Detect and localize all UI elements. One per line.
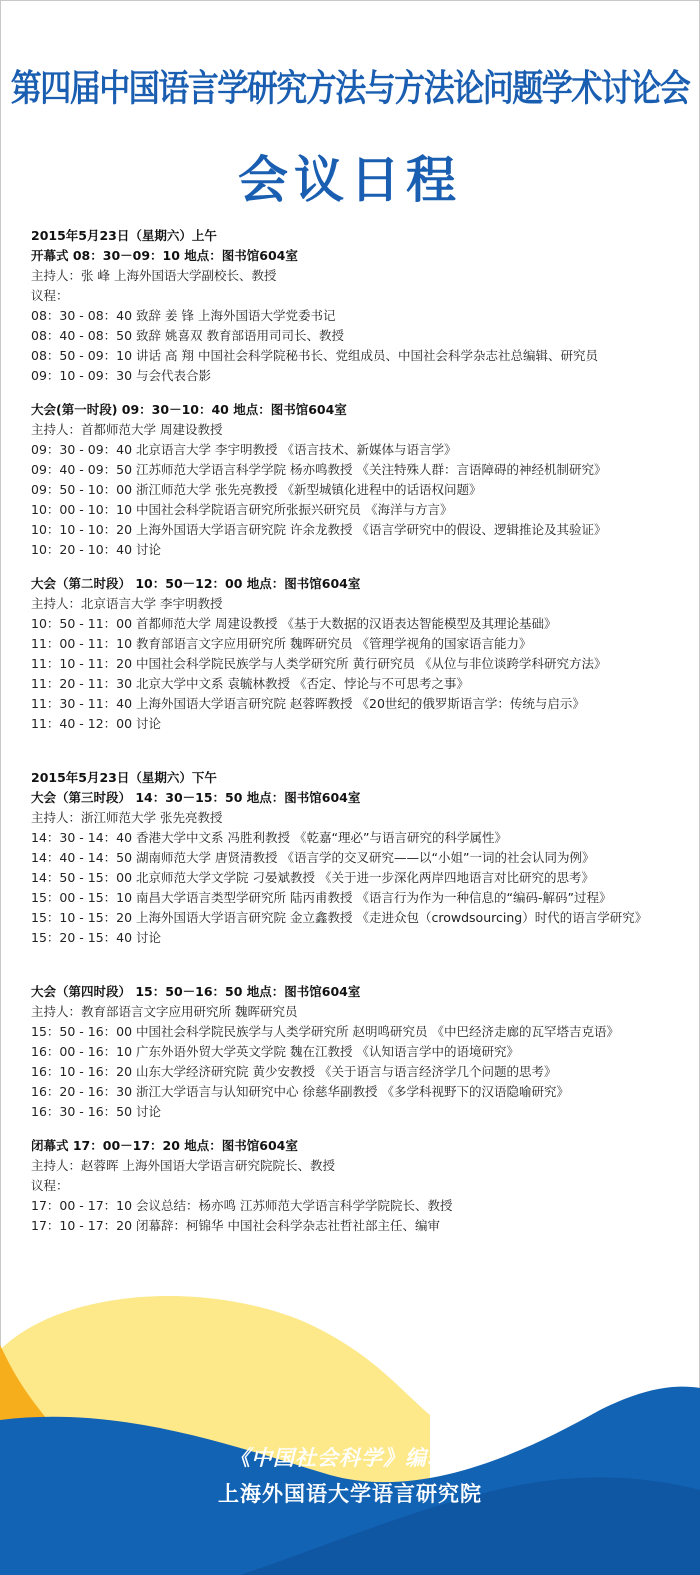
- schedule-item: 14：30 - 14：40 香港大学中文系 冯胜利教授 《乾嘉“理必”与语言研究的科学属性》: [31, 830, 507, 845]
- schedule-item: 17：10 - 17：20 闭幕辞：柯锦华 中国社会科学杂志社哲社部主任、编审: [31, 1218, 441, 1233]
- agenda-label: 议程：: [31, 288, 69, 303]
- host-line: 主持人：赵蓉晖 上海外国语大学语言研究院院长、教授: [31, 1158, 335, 1173]
- schedule-item: 09：40 - 09：50 江苏师范大学语言科学学院 杨亦鸣教授 《关注特殊人群：言语障碍的神经机制研究》: [31, 462, 607, 477]
- section-session-1: [31, 400, 681, 560]
- session-header: 开幕式 08：30－09：10 地点：图书馆604室: [31, 248, 298, 263]
- session-header: 闭幕式 17：00－17：20 地点：图书馆604室: [31, 1138, 298, 1153]
- schedule-item: 08：40 - 08：50 致辞 姚喜双 教育部语用司司长、教授: [31, 328, 345, 343]
- schedule-item: 11：30 - 11：40 上海外国语大学语言研究院 赵蓉晖教授 《20世纪的俄罗斯语言学：传统与启示》: [31, 696, 585, 711]
- schedule-item: 10：00 - 10：10 中国社会科学院语言研究所张振兴研究员 《海洋与方言》: [31, 502, 453, 517]
- session-header: 大会（第四时段） 15：50－16：50 地点：图书馆604室: [31, 984, 361, 999]
- schedule-item: 15：10 - 15：20 上海外国语大学语言研究院 金立鑫教授 《走进众包（crowdsourcing）时代的语言学研究》: [31, 910, 648, 925]
- organizer-journal: 《中国社会科学》编辑部: [229, 1445, 471, 1470]
- schedule-item: 09：50 - 10：00 浙江师范大学 张先亮教授 《新型城镇化进程中的话语权问题》: [31, 482, 482, 497]
- host-line: 主持人：首都师范大学 周建设教授: [31, 422, 223, 437]
- schedule-item: 17：00 - 17：10 会议总结：杨亦鸣 江苏师范大学语言科学学院院长、教授: [31, 1198, 453, 1213]
- schedule-item: 15：00 - 15：10 南昌大学语言类型学研究所 陆丙甫教授 《语言行为作为一种信息的“编码-解码”过程》: [31, 890, 612, 905]
- schedule-item: 14：50 - 15：00 北京师范大学文学院 刁晏斌教授 《关于进一步深化两岸四地语言对比研究的思考》: [31, 870, 595, 885]
- section-session-2: [31, 574, 681, 734]
- section-opening: [31, 226, 681, 386]
- schedule-item: 10：10 - 10：20 上海外国语大学语言研究院 许余龙教授 《语言学研究中的假设、逻辑推论及其验证》: [31, 522, 607, 537]
- date-line: 2015年5月23日（星期六）下午: [31, 770, 217, 785]
- schedule-item: 11：10 - 11：20 中国社会科学院民族学与人类学研究所 黄行研究员 《从位与非位谈跨学科研究方法》: [31, 656, 607, 671]
- schedule-item: 10：20 - 10：40 讨论: [31, 542, 162, 557]
- schedule-item: 09：10 - 09：30 与会代表合影: [31, 368, 212, 383]
- host-line: 主持人：教育部语言文字应用研究所 魏晖研究员: [31, 1004, 298, 1019]
- host-line: 主持人：张 峰 上海外国语大学副校长、教授: [31, 268, 277, 283]
- conference-title: 第四届中国语言学研究方法与方法论问题学术讨论会: [10, 67, 690, 110]
- decorative-waves: [0, 1280, 700, 1575]
- schedule-item: 10：50 - 11：00 首都师范大学 周建设教授 《基于大数据的汉语表达智能模型及其理论基础》: [31, 616, 557, 631]
- schedule-item: 14：40 - 14：50 湖南师范大学 唐贤清教授 《语言学的交叉研究——以“小姐”一词的社会认同为例》: [31, 850, 595, 865]
- session-header: 大会(第一时段) 09：30－10：40 地点：图书馆604室: [31, 402, 347, 417]
- section-session-3: [31, 768, 681, 948]
- schedule-item: 16：30 - 16：50 讨论: [31, 1104, 162, 1119]
- schedule-heading: 会议日程: [238, 150, 462, 209]
- session-header: 大会（第二时段） 10：50－12：00 地点：图书馆604室: [31, 576, 361, 591]
- host-line: 主持人：北京语言大学 李宇明教授: [31, 596, 223, 611]
- schedule-item: 11：20 - 11：30 北京大学中文系 袁毓林教授 《否定、悖论与不可思考之事》: [31, 676, 470, 691]
- organizer-university: 上海外国语大学语言研究院: [218, 1481, 482, 1506]
- schedule-item: 16：10 - 16：20 山东大学经济研究院 黄少安教授 《关于语言与语言经济学几个问题的思考》: [31, 1064, 557, 1079]
- schedule-item: 08：30 - 08：40 致辞 姜 锋 上海外国语大学党委书记: [31, 308, 336, 323]
- schedule-item: 11：40 - 12：00 讨论: [31, 716, 162, 731]
- schedule: [31, 226, 681, 1236]
- session-header: 大会（第三时段） 14：30－15：50 地点：图书馆604室: [31, 790, 361, 805]
- schedule-item: 16：20 - 16：30 浙江大学语言与认知研究中心 徐慈华副教授 《多学科视野下的汉语隐喻研究》: [31, 1084, 570, 1099]
- host-line: 主持人：浙江师范大学 张先亮教授: [31, 810, 223, 825]
- section-session-4: [31, 982, 681, 1122]
- schedule-item: 16：00 - 16：10 广东外语外贸大学英文学院 魏在江教授 《认知语言学中的语境研究》: [31, 1044, 520, 1059]
- schedule-item: 11：00 - 11：10 教育部语言文字应用研究所 魏晖研究员 《管理学视角的国家语言能力》: [31, 636, 532, 651]
- schedule-item: 15：20 - 15：40 讨论: [31, 930, 162, 945]
- schedule-item: 09：30 - 09：40 北京语言大学 李宇明教授 《语言技术、新媒体与语言学》: [31, 442, 457, 457]
- section-closing: [31, 1136, 681, 1236]
- schedule-item: 15：50 - 16：00 中国社会科学院民族学与人类学研究所 赵明鸣研究员 《中巴经济走廊的瓦罕塔吉克语》: [31, 1024, 620, 1039]
- date-line: 2015年5月23日（星期六）上午: [31, 228, 217, 243]
- agenda-label: 议程：: [31, 1178, 69, 1193]
- schedule-item: 08：50 - 09：10 讲话 高 翔 中国社会科学院秘书长、党组成员、中国社会科学杂志社总编辑、研究员: [31, 348, 598, 363]
